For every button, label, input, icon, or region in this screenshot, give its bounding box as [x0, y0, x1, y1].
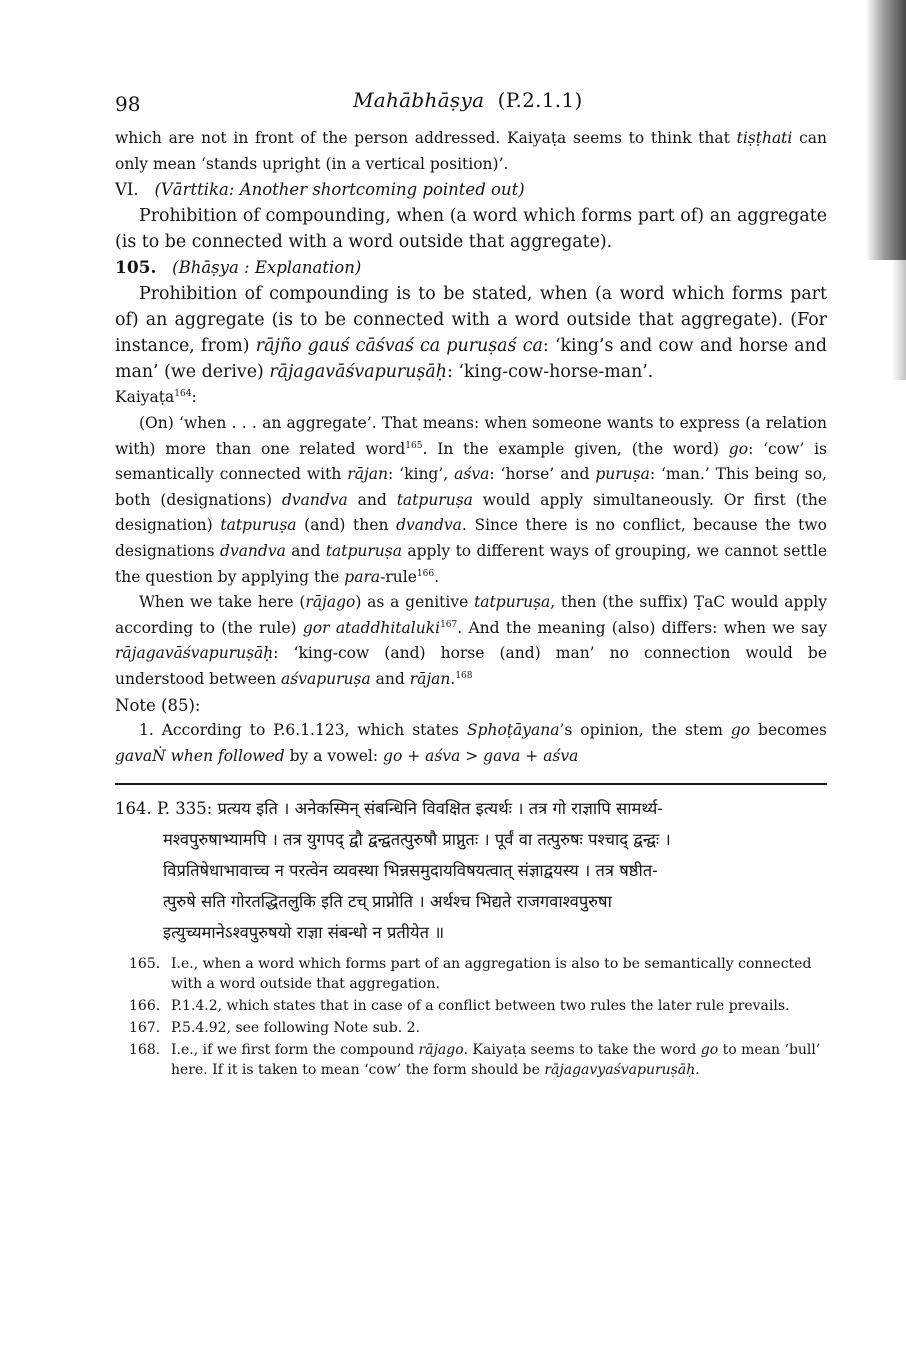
footnote-164-line-3: विप्रतिषेधाभावाच्च न परत्वेन व्यवस्था भिन्नसमुदायविषयत्वात् संज्ञाद्वयस्य । तत्र षष्ठीत-	[163, 861, 658, 881]
kaiyata-paragraph-2: When we take here (rājago) as a genitive tatpuruṣa, then (the suffix) ṬaC would apply according to (the rule) gor ataddhitaluki$^{167}$. And the meaning (also) differs: when we say rājagavāśvapuruṣāḥ: ‘king-cow (and) horse (and) man’ no connection would be understood between aśvapuruṣa and rājan.$^{168}$	[115, 593, 828, 688]
footnotes	[115, 954, 827, 1080]
footnote-166: 166. P.1.4.2, which states that in case of a conflict between two rules the later rule prevails.	[129, 998, 790, 1015]
footnote-164-line-4: त्पुरुषे सति गोरतद्धितलुकि इति टच् प्राप्नोति । अर्थश्च भिद्यते राजगवाश्वपुरुषा	[163, 892, 612, 912]
kaiyata-heading: Kaiyaṭa$^{164}$:	[115, 388, 197, 407]
footnote-164-line-1: 164. P. 335: प्रत्यय इति । अनेकस्मिन् संबन्धिनि विवक्षित इत्यर्थः । तत्र गो राज्ञापि सामर्थ्य-	[115, 799, 663, 819]
page-edge-shadow	[866, 0, 906, 260]
footnote-165: 165. I.e., when a word which forms part of an aggregation is also to be semantically connected with a word outside that aggregation.	[129, 956, 812, 993]
varttika-text: Prohibition of compounding, when (a word which forms part of) an aggregate (is to be connected with a word outside that aggregate).	[115, 205, 827, 252]
note-paragraph-1: 1. According to P.6.1.123, which states Sphoṭāyana’s opinion, the stem go becomes gavaṄ when followed by a vowel: go + aśva > gava + aśva	[115, 721, 827, 765]
kaiyata-paragraph-1: (On) ‘when . . . an aggregate’. That means: when someone wants to express (a relation with) more than one related word$^{165}$. In the example given, (the word) go: ‘cow’ is semantically connected with rājan: ‘king’, aśva: ‘horse’ and puruṣa: ‘man.’ This being so, both (designations) dvandva and tatpuruṣa would apply simultaneously. Or first (the designation) tatpuruṣa (and) then dvandva. Since there is no conflict, because the two designations dvandva and tatpuruṣa apply to different ways of grouping, we cannot settle the question by applying the para-rule$^{166}$.	[115, 413, 828, 586]
footnote-164-line-5: इत्युच्यमानेऽश्वपुरुषयो राज्ञा संबन्धो न प्रतीयेत ॥	[163, 923, 445, 943]
footnote-168: 168. I.e., if we first form the compound rājago. Kaiyaṭa seems to take the word go to mean ‘bull’ here. If it is taken to mean ‘cow’ the form should be rājagavyaśvapuruṣāḥ.	[129, 1042, 821, 1079]
footnote-divider	[115, 783, 827, 785]
book-page	[115, 88, 827, 1080]
note-heading: Note (85):	[115, 695, 201, 715]
page-number: 98	[115, 92, 141, 116]
section-heading-105: 105. (Bhāṣya : Explanation)	[115, 257, 362, 278]
footnote-164-line-2: मश्वपुरुषाभ्यामपि । तत्र युगपद् द्वौ द्वन्द्वतत्पुरुषौ प्राप्नुतः । पूर्वं वा तत्पुरुषः पश्चाद् द्वन्द्वः ।	[163, 830, 671, 850]
running-title: Mahābhāṣya (P.2.1.1)	[353, 88, 583, 112]
footnote-164-sanskrit	[115, 793, 827, 948]
main-text	[115, 126, 827, 769]
footnote-167: 167. P.5.4.92, see following Note sub. 2.	[129, 1020, 421, 1037]
page-header	[115, 88, 827, 126]
continuation-paragraph: which are not in front of the person addressed. Kaiyaṭa seems to think that tiṣṭhati can only mean ‘stands upright (in a vertical position)’.	[115, 129, 827, 173]
varttika-heading: VI. (Vārttika: Another shortcoming pointed out)	[115, 180, 525, 200]
bhasya-paragraph: Prohibition of compounding is to be stated, when (a word which forms part of) an aggregate (is to be connected with a word outside that aggregate). (For instance, from) rājño gauś cāśvaś ca puruṣaś ca: ‘king’s and cow and horse and man’ (we derive) rājagavāśvapuruṣāḥ: ‘king-cow-horse-man’.	[115, 284, 827, 383]
page-edge-shadow-lower	[892, 260, 906, 380]
